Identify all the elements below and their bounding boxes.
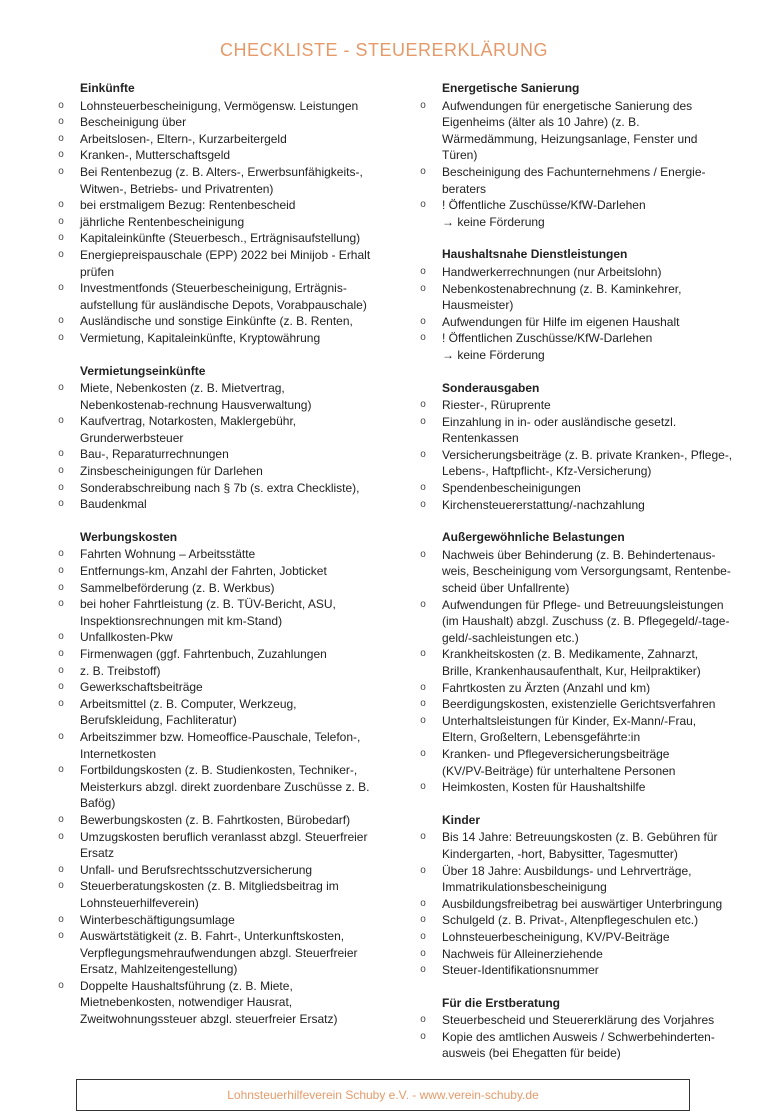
checklist-item-text: Nachweis über Behinderung (z. B. Behindertenaus- bbox=[442, 547, 716, 562]
section-einkuenfte bbox=[56, 80, 386, 347]
checklist-item bbox=[56, 330, 386, 347]
section-sonderausgaben bbox=[418, 380, 748, 514]
checklist-item-text: Eigenheims (älter als 10 Jahre) (z. B. bbox=[442, 115, 640, 130]
checklist-item bbox=[56, 679, 386, 696]
checklist-item bbox=[56, 230, 386, 247]
checkbox-circle-icon: o bbox=[420, 265, 426, 277]
checklist-item-text: Wärmedämmung, Heizungsanlage, Fenster und bbox=[442, 131, 698, 146]
checklist-item bbox=[56, 928, 386, 978]
checklist-item-text: z. B. Treibstoff) bbox=[80, 663, 161, 678]
checkbox-circle-icon: o bbox=[58, 498, 64, 510]
checklist-item bbox=[56, 413, 386, 446]
checklist-item bbox=[418, 164, 748, 197]
checkbox-circle-icon: o bbox=[58, 248, 64, 260]
checklist-item-text: Steuerbescheid und Steuererklärung des Vorjahres bbox=[442, 1013, 715, 1028]
checklist-item bbox=[418, 314, 748, 331]
checklist-item bbox=[418, 696, 748, 713]
checkbox-circle-icon: o bbox=[58, 382, 64, 394]
checklist-item-text: Kindergarten, -hort, Babysitter, Tagesmutter) bbox=[442, 846, 678, 861]
checklist-item bbox=[56, 812, 386, 829]
checkbox-circle-icon: o bbox=[58, 282, 64, 294]
checklist-item-text: Energiepreispauschale (EPP) 2022 bei Minijob - Erhalt bbox=[80, 247, 371, 262]
checklist-item-text: Riester-, Rüruprente bbox=[442, 398, 551, 413]
checklist-item bbox=[56, 463, 386, 480]
checklist-item-text: Arbeitslosen-, Eltern-, Kurzarbeitergeld bbox=[80, 131, 287, 146]
checkbox-circle-icon: o bbox=[420, 781, 426, 793]
checklist-item bbox=[56, 563, 386, 580]
checkbox-circle-icon: o bbox=[420, 831, 426, 843]
checkbox-circle-icon: o bbox=[58, 565, 64, 577]
checklist-item bbox=[418, 863, 748, 896]
checklist-item bbox=[418, 447, 748, 480]
checklist-item bbox=[56, 646, 386, 663]
checklist-item-text: Sonderabschreibung nach § 7b (s. extra Checkliste), bbox=[80, 480, 360, 495]
checklist-item-text: Lohnsteuerbescheinigung, KV/PV-Beiträge bbox=[442, 929, 670, 944]
checkbox-circle-icon: o bbox=[420, 947, 426, 959]
checklist-item-text: Zweitwohnungssteuer abzgl. steuerfreier Ersatz) bbox=[80, 1012, 338, 1027]
checklist-item-text: Lohnsteuerhilfeverein) bbox=[80, 895, 199, 910]
checkbox-circle-icon: o bbox=[58, 930, 64, 942]
checklist-item-text: Bafög) bbox=[80, 796, 116, 811]
section-heading: Sonderausgaben bbox=[442, 380, 540, 395]
checklist-item-text: Entfernungs-km, Anzahl der Fahrten, Jobticket bbox=[80, 564, 327, 579]
checklist-item-text: Über 18 Jahre: Ausbildungs- und Lehrverträge, bbox=[442, 863, 692, 878]
checkbox-circle-icon: o bbox=[420, 415, 426, 427]
checklist-item-text: Auswärtstätigkeit (z. B. Fahrt-, Unterkunftskosten, bbox=[80, 929, 345, 944]
checklist-item-text: Bescheinigung über bbox=[80, 115, 187, 130]
checklist-item bbox=[56, 480, 386, 497]
checklist-item-text: Bescheinigung des Fachunternehmens / Energie- bbox=[442, 164, 706, 179]
section-heading: Energetische Sanierung bbox=[442, 81, 580, 95]
checklist-item-text: Versicherungsbeiträge (z. B. private Kranken-, Pflege-, bbox=[442, 447, 733, 462]
checkbox-circle-icon: o bbox=[58, 415, 64, 427]
checkbox-circle-icon: o bbox=[420, 1030, 426, 1042]
checkbox-circle-icon: o bbox=[420, 914, 426, 926]
checkbox-circle-icon: o bbox=[420, 448, 426, 460]
checklist-item bbox=[418, 597, 748, 647]
checkbox-circle-icon: o bbox=[420, 897, 426, 909]
checkbox-circle-icon: o bbox=[58, 813, 64, 825]
checklist-item bbox=[418, 713, 748, 746]
checklist-item bbox=[56, 446, 386, 463]
checklist-item-text: Heimkosten, Kosten für Haushaltshilfe bbox=[442, 780, 646, 795]
checkbox-circle-icon: o bbox=[58, 99, 64, 111]
checklist-item-text: Bis 14 Jahre: Betreuungskosten (z. B. Gebühren für bbox=[442, 830, 718, 845]
checkbox-circle-icon: o bbox=[58, 199, 64, 211]
section-heading: Außergewöhnliche Belastungen bbox=[442, 530, 625, 545]
checklist-item-text: Unfallkosten-Pkw bbox=[80, 630, 173, 645]
checklist-item-text: Eltern, Großeltern, Lebensgefährte:in bbox=[442, 730, 641, 745]
checkbox-circle-icon: o bbox=[420, 964, 426, 976]
checklist-item-text: Nebenkostenab-rechnung Hausverwaltung) bbox=[80, 397, 312, 412]
checklist-item bbox=[418, 480, 748, 497]
section-kinder bbox=[418, 812, 748, 979]
checklist-item-text: Berufskleidung, Fachliteratur) bbox=[80, 713, 237, 728]
checklist-item bbox=[56, 580, 386, 597]
checkbox-circle-icon: o bbox=[58, 165, 64, 177]
checklist-item-text: bei hoher Fahrtleistung (z. B. TÜV-Bericht, ASU, bbox=[80, 597, 336, 612]
checklist-item-text: Schulgeld (z. B. Privat-, Altenpflegeschulen etc.) bbox=[442, 913, 699, 928]
checklist-item-text: ! Öffentliche Zuschüsse/KfW-Darlehen bbox=[442, 198, 646, 213]
checklist-item-text: ! Öffentlichen Zuschüsse/KfW-Darlehen bbox=[442, 331, 653, 346]
right-column bbox=[418, 80, 748, 1078]
checkbox-circle-icon: o bbox=[58, 681, 64, 693]
checklist-item bbox=[418, 197, 748, 230]
checklist-item-text: Firmenwagen (ggf. Fahrtenbuch, Zuzahlungen bbox=[80, 647, 327, 661]
checkbox-circle-icon: o bbox=[420, 930, 426, 942]
checklist-item-text: Ausländische und sonstige Einkünfte (z. B. Renten, bbox=[80, 314, 353, 329]
checklist-item-text: Bei Rentenbezug (z. B. Alters-, Erwerbsunfähigkeits-, bbox=[80, 164, 363, 179]
checkbox-circle-icon: o bbox=[420, 598, 426, 610]
checklist-item-text: Steuer-Identifikationsnummer bbox=[442, 963, 599, 978]
checklist-item-text: Kranken-, Mutterschaftsgeld bbox=[80, 148, 231, 163]
checkbox-circle-icon: o bbox=[58, 581, 64, 593]
checklist-item-text: Baudenkmal bbox=[80, 497, 147, 512]
checklist-item bbox=[56, 912, 386, 929]
checkbox-circle-icon: o bbox=[58, 830, 64, 842]
checklist-item bbox=[56, 862, 386, 879]
checklist-item-text: Investmentfonds (Steuerbescheinigung, Erträgnis- bbox=[80, 281, 347, 296]
checklist-item bbox=[418, 414, 748, 447]
checklist-item bbox=[418, 680, 748, 697]
checklist-item-text: Bewerbungskosten (z. B. Fahrtkosten, Bürobedarf) bbox=[80, 812, 351, 827]
checkbox-circle-icon: o bbox=[58, 913, 64, 925]
checklist-item bbox=[56, 214, 386, 231]
checklist-item-text: Beerdigungskosten, existenzielle Gerichtsverfahren bbox=[442, 697, 716, 712]
checkbox-circle-icon: o bbox=[58, 880, 64, 892]
checkbox-circle-icon: o bbox=[420, 165, 426, 177]
checkbox-circle-icon: o bbox=[420, 482, 426, 494]
section-aussergewoehnliche-belastungen bbox=[418, 529, 748, 796]
checklist-item bbox=[56, 247, 386, 280]
checklist-item bbox=[56, 729, 386, 762]
checklist-item bbox=[418, 929, 748, 946]
checklist-item bbox=[418, 264, 748, 281]
checklist-item bbox=[418, 646, 748, 679]
checklist-item-text: Bau-, Reparaturrechnungen bbox=[80, 447, 229, 462]
checkbox-circle-icon: o bbox=[58, 697, 64, 709]
checklist-item-text: Meisterkurs abzgl. direkt zuordenbare Zuschüsse z. B. bbox=[80, 779, 370, 794]
checklist-item-text: Kranken- und Pflegeversicherungsbeiträge bbox=[442, 746, 670, 761]
section-vermietungseinkuenfte bbox=[56, 363, 386, 513]
checklist-item bbox=[418, 829, 748, 862]
checkbox-circle-icon: o bbox=[420, 99, 426, 111]
section-heading: Einkünfte bbox=[80, 81, 135, 95]
checklist-item-text: Handwerkerrechnungen (nur Arbeitslohn) bbox=[442, 264, 662, 279]
checklist-item-text: Brille, Krankenhausaufenthalt, Kur, Heilpraktiker) bbox=[442, 664, 701, 678]
checklist-item-text: Umzugskosten beruflich veranlasst abzgl. Steuerfreier bbox=[80, 829, 368, 844]
checklist-item-text: Spendenbescheinigungen bbox=[442, 481, 581, 496]
checklist-item-text: Ersatz bbox=[80, 846, 115, 861]
checklist-item-text: aufstellung für ausländische Depots, Vorabpauschale) bbox=[80, 297, 367, 312]
checkbox-circle-icon: o bbox=[58, 979, 64, 991]
checkbox-circle-icon: o bbox=[58, 598, 64, 610]
checkbox-circle-icon: o bbox=[420, 282, 426, 294]
section-energetische-sanierung bbox=[418, 80, 748, 230]
checkbox-circle-icon: o bbox=[58, 548, 64, 560]
checkbox-circle-icon: o bbox=[58, 648, 64, 659]
checkbox-circle-icon: o bbox=[420, 698, 426, 710]
checkbox-circle-icon: o bbox=[58, 132, 64, 144]
checklist-item bbox=[56, 131, 386, 148]
checklist-item bbox=[56, 313, 386, 330]
checklist-item bbox=[418, 746, 748, 779]
checkbox-circle-icon: o bbox=[58, 448, 64, 460]
checklist-item bbox=[56, 164, 386, 197]
checklist-item-text: Lebens-, Haftpflicht-, Kfz-Versicherung) bbox=[442, 464, 652, 479]
checklist-item-text: Mietnebenkosten, notwendiger Hausrat, bbox=[80, 995, 293, 1010]
checklist-item bbox=[56, 878, 386, 911]
checklist-item-text: beraters bbox=[442, 181, 487, 196]
checkbox-circle-icon: o bbox=[58, 481, 64, 493]
checklist-item bbox=[418, 397, 748, 414]
checklist-item bbox=[418, 896, 748, 913]
checklist-item bbox=[418, 281, 748, 314]
checklist-item-text: prüfen bbox=[80, 264, 115, 279]
checklist-item bbox=[56, 147, 386, 164]
checklist-item-text: Rentenkassen bbox=[442, 431, 519, 446]
checklist-item bbox=[418, 946, 748, 963]
checklist-item bbox=[418, 497, 748, 514]
checklist-item-text: Vermietung, Kapitaleinkünfte, Kryptowährung bbox=[80, 330, 321, 345]
checkbox-circle-icon: o bbox=[58, 315, 64, 327]
checklist-item-text: Arbeitsmittel (z. B. Computer, Werkzeug, bbox=[80, 696, 297, 711]
section-werbungskosten bbox=[56, 529, 386, 1028]
checklist-item-text: Steuerberatungskosten (z. B. Mitgliedsbeitrag im bbox=[80, 879, 339, 894]
checklist-item-text: Grunderwerbsteuer bbox=[80, 430, 184, 445]
checklist-item bbox=[418, 962, 748, 979]
checkbox-circle-icon: o bbox=[58, 149, 64, 161]
checklist-item-text: Immatrikulationsbescheinigung bbox=[442, 880, 607, 895]
checklist-item-text: (KV/PV-Beiträge) für unterhaltene Personen bbox=[442, 763, 676, 778]
checklist-item-text: Verpflegungsmehraufwendungen abzgl. Steuerfreier bbox=[80, 945, 358, 960]
section-fuer-die-erstberatung bbox=[418, 995, 748, 1062]
footer-text: Lohnsteuerhilfeverein Schuby e.V. - www.verein-schuby.de bbox=[227, 1088, 539, 1102]
checklist-item bbox=[56, 696, 386, 729]
checklist-item-text: Internetkosten bbox=[80, 746, 157, 761]
checklist-item bbox=[56, 629, 386, 646]
checklist-item-text: Türen) bbox=[442, 148, 478, 163]
checklist-item-text: Kaufvertrag, Notarkosten, Maklergebühr, bbox=[80, 414, 297, 429]
checklist-item bbox=[56, 114, 386, 131]
checklist-item-text: Fortbildungskosten (z. B. Studienkosten, Techniker-, bbox=[80, 763, 358, 778]
checkbox-circle-icon: o bbox=[420, 332, 426, 344]
section-heading: Werbungskosten bbox=[80, 529, 178, 544]
checklist-item-text: Kapitaleinkünfte (Steuerbesch., Erträgnisaufstellung) bbox=[80, 231, 361, 246]
checkbox-circle-icon: o bbox=[420, 1014, 426, 1026]
checklist-item-text: Witwen-, Betriebs- und Privatrenten) bbox=[80, 181, 274, 196]
checklist-item-text: Fahrten Wohnung – Arbeitsstätte bbox=[80, 547, 256, 562]
checklist-item bbox=[418, 779, 748, 796]
section-heading: Für die Erstberatung bbox=[442, 995, 561, 1010]
checklist-item bbox=[56, 829, 386, 862]
checkbox-circle-icon: o bbox=[420, 648, 426, 660]
checkbox-circle-icon: o bbox=[58, 730, 64, 742]
checklist-item-text: Unfall- und Berufsrechtsschutzversicherung bbox=[80, 862, 313, 877]
checkbox-circle-icon: o bbox=[420, 498, 426, 510]
checklist-item-text: Inspektionsrechnungen mit km-Stand) bbox=[80, 613, 283, 628]
page-title: CHECKLISTE - STEUERERKLÄRUNG bbox=[219, 40, 549, 60]
checkbox-circle-icon: o bbox=[58, 331, 64, 343]
checklist-item bbox=[418, 1029, 748, 1062]
checklist-item bbox=[56, 762, 386, 812]
checklist-item-text: → keine Förderung bbox=[442, 347, 545, 362]
checklist-item bbox=[56, 663, 386, 680]
section-heading: Kinder bbox=[442, 812, 481, 827]
checklist-item-text: Doppelte Haushaltsführung (z. B. Miete, bbox=[80, 978, 293, 993]
checklist-item bbox=[56, 197, 386, 214]
checklist-item-text: Gewerkschaftsbeiträge bbox=[80, 680, 203, 695]
checkbox-circle-icon: o bbox=[420, 864, 426, 876]
checklist-item-text: Miete, Nebenkosten (z. B. Mietvertrag, bbox=[80, 381, 285, 396]
checklist-item-text: Aufwendungen für Hilfe im eigenen Haushalt bbox=[442, 314, 680, 329]
checkbox-circle-icon: o bbox=[58, 764, 64, 776]
checklist-item-text: Einzahlung in in- oder ausländische gesetzl. bbox=[442, 414, 677, 429]
checklist-item bbox=[418, 98, 748, 164]
checklist-item bbox=[56, 98, 386, 115]
checkbox-circle-icon: o bbox=[58, 664, 64, 676]
section-heading: Vermietungseinkünfte bbox=[80, 363, 206, 378]
checkbox-circle-icon: o bbox=[420, 199, 426, 211]
checklist-item bbox=[418, 912, 748, 929]
checklist-item-text: Ersatz, Mahlzeitengestellung) bbox=[80, 962, 238, 977]
checkbox-circle-icon: o bbox=[420, 315, 426, 327]
footer-box bbox=[76, 1079, 690, 1111]
checklist-item-text: Aufwendungen für energetische Sanierung des bbox=[442, 98, 693, 113]
checkbox-circle-icon: o bbox=[58, 631, 64, 643]
checklist-item-text: Kopie des amtlichen Ausweis / Schwerbehinderten- bbox=[442, 1029, 715, 1044]
checklist-item bbox=[56, 546, 386, 563]
checklist-item bbox=[56, 280, 386, 313]
checkbox-circle-icon: o bbox=[58, 215, 64, 227]
checklist-item-text: Fahrtkosten zu Ärzten (Anzahl und km) bbox=[442, 680, 651, 695]
checkbox-circle-icon: o bbox=[420, 399, 426, 411]
checklist-item-text: geld/-sachleistungen etc.) bbox=[442, 630, 579, 645]
checkbox-circle-icon: o bbox=[420, 747, 426, 759]
checklist-item-text: weis, Bescheinigung vom Versorgungsamt, Rentenbe- bbox=[442, 564, 731, 579]
checklist-item-text: Aufwendungen für Pflege- und Betreuungsleistungen bbox=[442, 597, 724, 612]
checkbox-circle-icon: o bbox=[420, 548, 426, 560]
section-heading: Haushaltsnahe Dienstleistungen bbox=[442, 247, 628, 262]
checklist-item bbox=[56, 978, 386, 1028]
checklist-item-text: Kirchensteuererstattung/-nachzahlung bbox=[442, 497, 645, 512]
checklist-item-text: → keine Förderung bbox=[442, 214, 545, 229]
checklist-item bbox=[418, 1012, 748, 1029]
checklist-item bbox=[56, 380, 386, 413]
checklist-item-text: jährliche Rentenbescheinigung bbox=[80, 214, 245, 229]
checklist-item-text: Hausmeister) bbox=[442, 298, 514, 313]
left-column bbox=[56, 80, 386, 1044]
checklist-item bbox=[56, 496, 386, 513]
checklist-item-text: Sammelbeförderung (z. B. Werkbus) bbox=[80, 580, 275, 595]
checkbox-circle-icon: o bbox=[58, 232, 64, 244]
checklist-item-text: Ausbildungsfreibetrag bei auswärtiger Unterbringung bbox=[442, 896, 723, 911]
checklist-item-text: ausweis (bei Ehegatten für beide) bbox=[442, 1046, 621, 1061]
checklist-item-text: Krankheitskosten (z. B. Medikamente, Zahnarzt, bbox=[442, 647, 699, 662]
checklist-item-text: Nachweis für Alleinerziehende bbox=[442, 946, 603, 961]
checklist-item-text: Lohnsteuerbescheinigung, Vermögensw. Leistungen bbox=[80, 98, 359, 113]
checkbox-circle-icon: o bbox=[58, 863, 64, 875]
checkbox-circle-icon: o bbox=[420, 714, 426, 726]
checklist-item bbox=[418, 547, 748, 597]
checklist-item-text: Arbeitszimmer bzw. Homeoffice-Pauschale, Telefon-, bbox=[80, 729, 361, 744]
checkbox-circle-icon: o bbox=[58, 116, 64, 128]
checklist-item-text: (im Haushalt) abzgl. Zuschuss (z. B. Pflegegeld/-tage- bbox=[442, 614, 730, 629]
section-haushaltsnahe-dienstleistungen bbox=[418, 246, 748, 363]
checklist-item-text: Unterhaltsleistungen für Kinder, Ex-Mann/-Frau, bbox=[442, 713, 697, 728]
checklist-item bbox=[56, 596, 386, 629]
checklist-item-text: Nebenkostenabrechnung (z. B. Kaminkehrer, bbox=[442, 281, 682, 296]
checklist-item-text: scheid über Unfallrente) bbox=[442, 581, 570, 596]
checklist-item-text: bei erstmaligem Bezug: Rentenbescheid bbox=[80, 198, 296, 213]
checkbox-circle-icon: o bbox=[420, 681, 426, 693]
checklist-item-text: Zinsbescheinigungen für Darlehen bbox=[80, 464, 263, 479]
checkbox-circle-icon: o bbox=[58, 465, 64, 477]
checklist-item bbox=[418, 330, 748, 363]
checklist-item-text: Winterbeschäftigungsumlage bbox=[80, 912, 235, 927]
